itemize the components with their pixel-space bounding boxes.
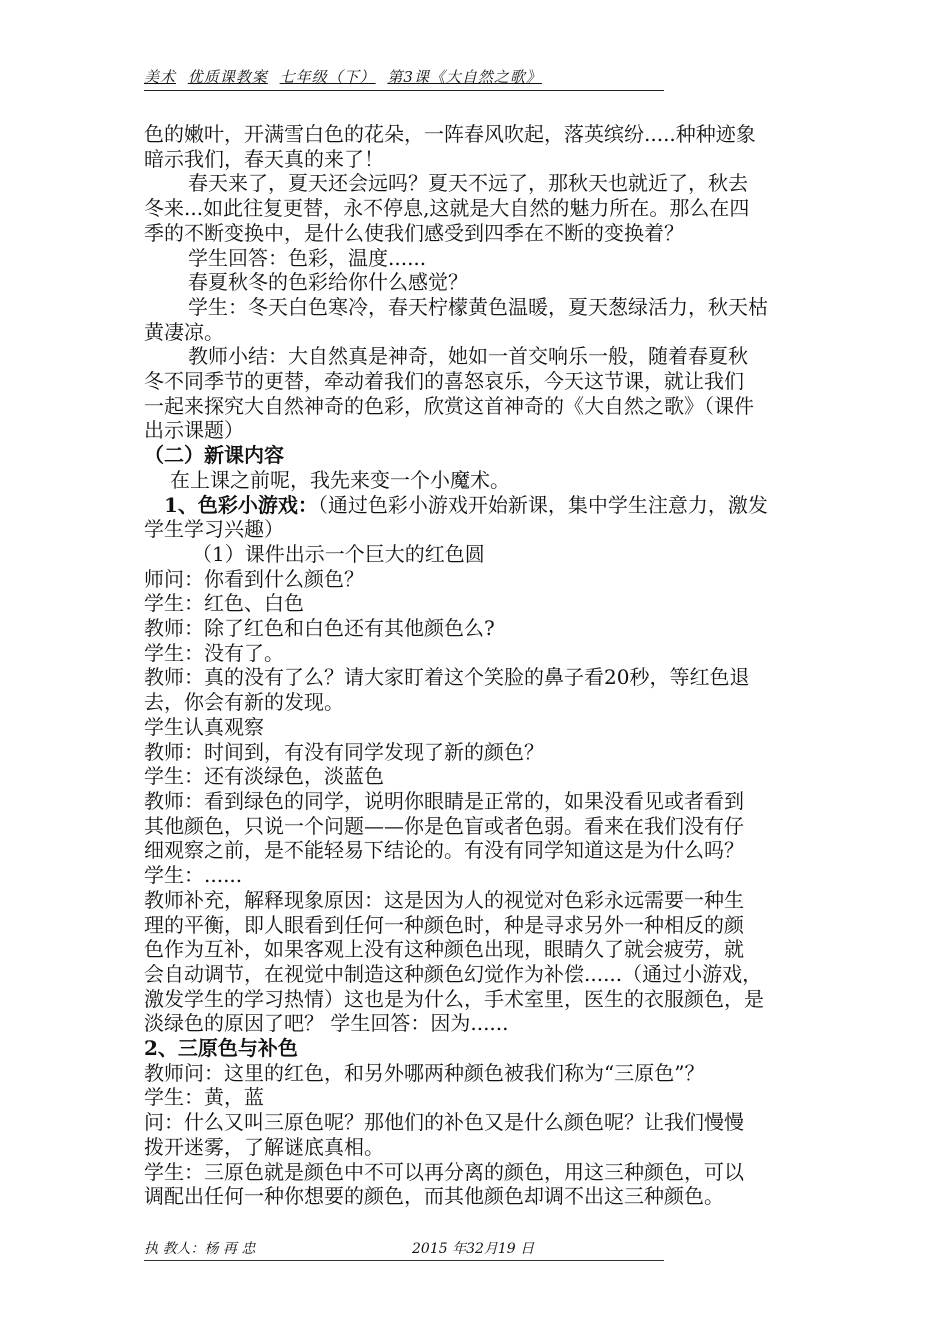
text-line: 调配出任何一种你想要的颜色，而其他颜色却调不出这三种颜色。 — [144, 1184, 724, 1209]
section-heading: 2、三原色与补色 — [144, 1036, 298, 1061]
text-line: 色作为互补，如果客观上没有这种颜色出现，眼睛久了就会疲劳，就 — [144, 937, 744, 962]
footer-date: 2015 年32月19 日 — [412, 1241, 535, 1257]
text-line: 学生：...... — [144, 863, 243, 888]
text-line: 学生：三原色就是颜色中不可以再分离的颜色，用这三种颜色，可以 — [144, 1159, 744, 1184]
subsection-line — [144, 493, 810, 518]
text-line: 理的平衡，即人眼看到任何一种颜色时，种是寻求另外一种相反的颜 — [144, 912, 744, 937]
text-line: 拨开迷雾，了解谜底真相。 — [144, 1134, 384, 1159]
text-line: 季的不断变换中，是什么使我们感受到四季在不断的变换着？ — [144, 220, 684, 245]
text-line: 其他颜色，只说一个问题——你是色盲或者色弱。看来在我们没有仔 — [144, 813, 744, 838]
text-line: 淡绿色的原因了吧？ 学生回答：因为...... — [144, 1011, 509, 1036]
text-line: 学生：红色、白色 — [144, 591, 304, 616]
text-line: 学生学习兴趣） — [144, 517, 284, 542]
text-line: 细观察之前，是不能轻易下结论的。有没有同学知道这是为什么吗？ — [144, 838, 744, 863]
text-line: （1）课件出示一个巨大的红色圆 — [192, 541, 485, 566]
text-line: 色的嫩叶，开满雪白色的花朵，一阵春风吹起，落英缤纷.....种种迹象 — [144, 122, 756, 146]
text-line: （通过色彩小游戏开始新课，集中学生注意力，激发 — [317, 492, 768, 517]
text-line: 学生：黄，蓝 — [144, 1085, 264, 1110]
header-lesson: 第3课《大自然之歌》 — [387, 68, 542, 86]
text-line: 春夏秋冬的色彩给你什么感觉？ — [188, 270, 468, 295]
text-line: 师问：你看到什么颜色？ — [144, 566, 364, 591]
subsection-heading: 1、色彩小游戏： — [164, 492, 318, 517]
text-line: 冬不同季节的更替，牵动着我们的喜怒哀乐，今天这节课，就让我们 — [144, 369, 744, 394]
text-line: 黄凄凉。 — [144, 319, 224, 344]
document-body — [144, 122, 810, 1209]
text-line: 教师：时间到，有没有同学发现了新的颜色？ — [144, 739, 544, 764]
text-line: 教师：真的没有了么？请大家盯着这个笑脸的鼻子看20秒，等红色退 — [144, 665, 750, 690]
text-line: 冬来...如此往复更替，永不停息,这就是大自然的魅力所在。那么在四 — [144, 196, 750, 221]
text-line: 学生：冬天白色寒冷，春天柠檬黄色温暖，夏天葱绿活力，秋天枯 — [188, 294, 768, 319]
header-type: 优质课教案 — [187, 68, 268, 86]
text-line: 教师：除了红色和白色还有其他颜色么? — [144, 616, 495, 641]
text-line: 学生：还有淡绿色，淡蓝色 — [144, 764, 384, 789]
header-grade: 七年级（下） — [279, 68, 376, 86]
text-line: 学生回答：色彩，温度...... — [188, 245, 427, 270]
section-heading: （二）新课内容 — [144, 443, 284, 468]
header-subject: 美术 — [144, 68, 177, 86]
text-line: 去，你会有新的发现。 — [144, 690, 344, 715]
text-line: 教师小结：大自然真是神奇，她如一首交响乐一般，随着春夏秋 — [188, 344, 748, 369]
page-header — [144, 66, 664, 91]
text-line: 教师问：这里的红色，和另外哪两种颜色被我们称为“三原色”？ — [144, 1060, 705, 1085]
text-line: 激发学生的学习热情）这也是为什么，手术室里，医生的衣服颜色，是 — [144, 986, 764, 1011]
text-line: 春天来了，夏天还会远吗？夏天不远了，那秋天也就近了，秋去 — [188, 171, 748, 196]
footer-teacher: 执 教人：杨 再 忠 — [144, 1241, 256, 1257]
text-line: 学生认真观察 — [144, 714, 264, 739]
text-line: 学生：没有了。 — [144, 640, 284, 665]
text-line: 一起来探究大自然神奇的色彩，欣赏这首神奇的《大自然之歌》（课件 — [144, 393, 754, 418]
text-line: 教师：看到绿色的同学，说明你眼睛是正常的，如果没看见或者看到 — [144, 788, 744, 813]
text-line: 暗示我们，春天真的来了！ — [144, 146, 384, 171]
text-line: 教师补充，解释现象原因：这是因为人的视觉对色彩永远需要一种生 — [144, 887, 744, 912]
text-line: 出示课题） — [144, 418, 244, 443]
page-footer — [144, 1238, 664, 1261]
text-line: 问：什么又叫三原色呢？那他们的补色又是什么颜色呢？让我们慢慢 — [144, 1110, 744, 1135]
text-line: 在上课之前呢，我先来变一个小魔术。 — [170, 467, 510, 492]
text-line: 会自动调节，在视觉中制造这种颜色幻觉作为补偿......（通过小游戏， — [144, 961, 763, 986]
